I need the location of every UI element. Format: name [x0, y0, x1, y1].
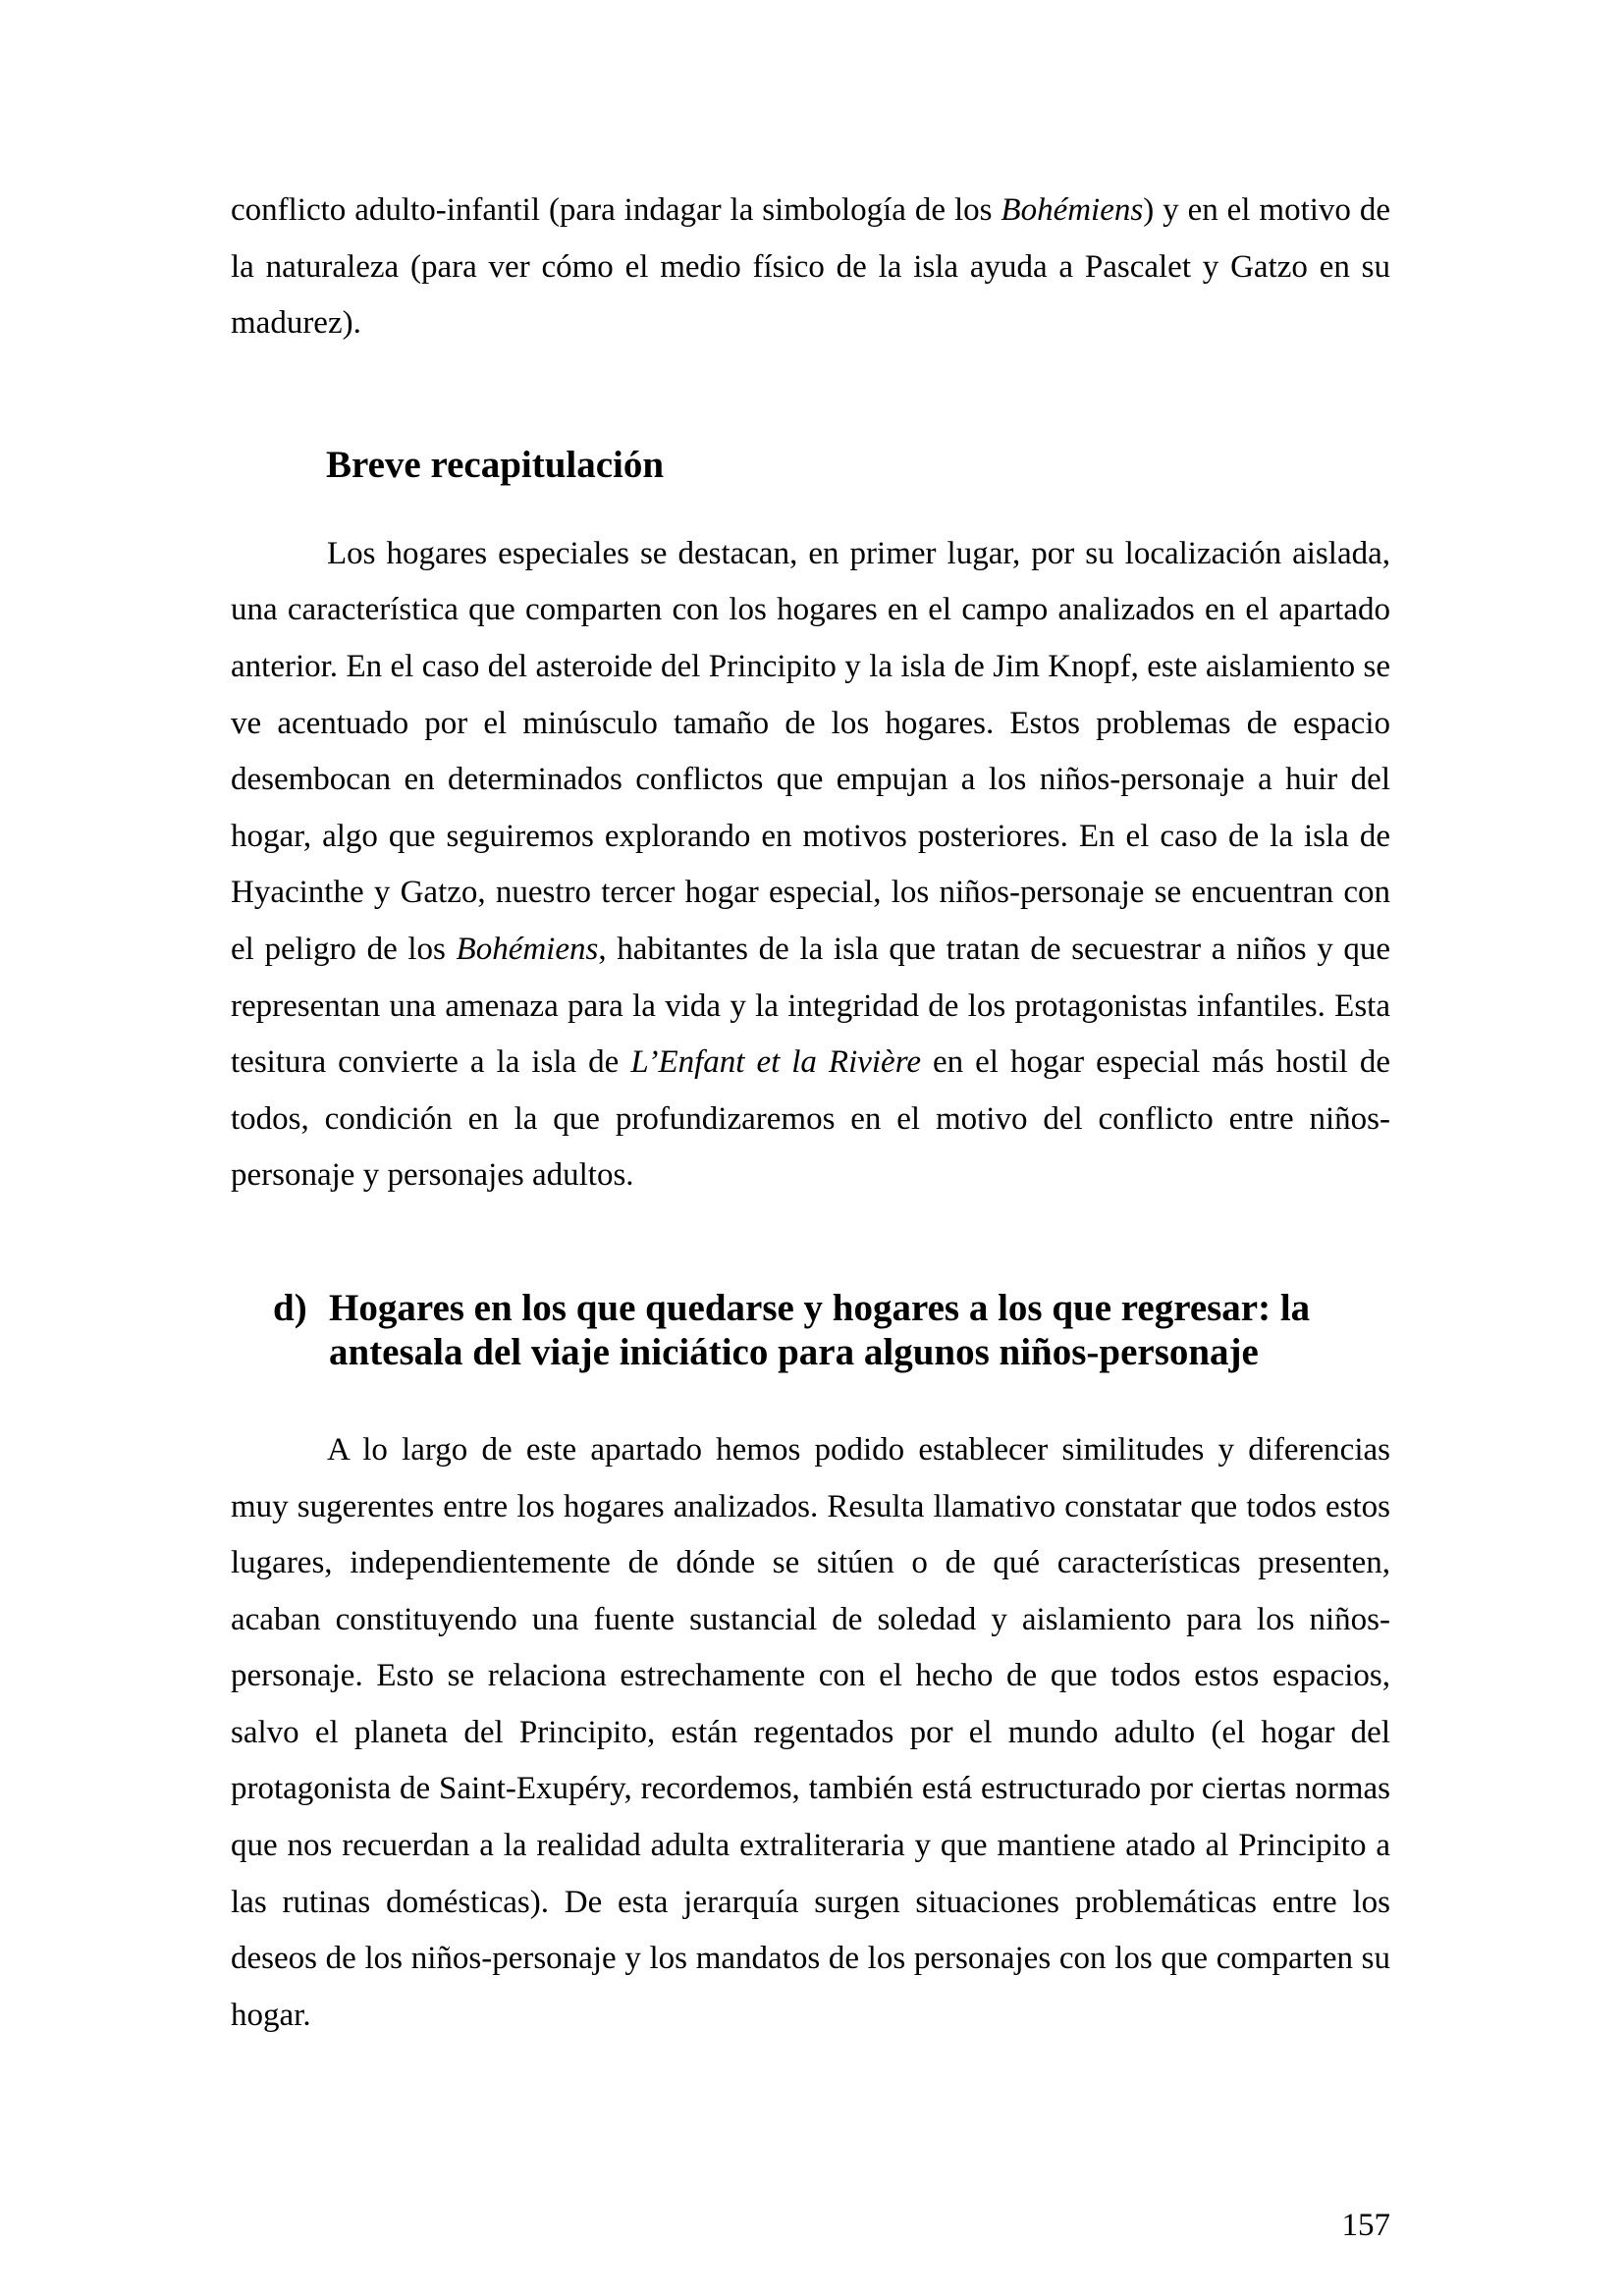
italic-text-run: Bohémiens: [1001, 192, 1144, 228]
heading-text: Hogares en los que quedarse y hogares a los que regresar: la antesala del viaje iniciático para algunos niños-personaje: [329, 1286, 1311, 1373]
section-heading-d-hogares: [273, 1286, 1390, 1374]
text-run: ) y en el motivo de la naturaleza (para ver cómo el medio físico de la isla ayuda a Pascalet y Gatzo en su madurez).: [231, 192, 1390, 342]
heading-letter-marker: d): [273, 1286, 307, 1329]
paragraph-recapitulacion: [231, 526, 1390, 1204]
paragraph-intro-continuation: [231, 183, 1390, 352]
italic-text-run: L’Enfant et la Rivière: [630, 1044, 921, 1081]
italic-text-run: Bohémiens: [456, 931, 599, 967]
text-run: en el hogar especial más hostil de todos, condición en la que profundizaremos en el motivo del conflicto entre niños-personaje y personajes adultos.: [231, 1044, 1390, 1194]
text-run: Los hogares especiales se destacan, en primer lugar, por su localización aislada, una característica que comparten con los hogares en el campo analizados en el apartado anterior. En el caso del asteroide del Principito y la isla de Jim Knopf, este aislamiento se ve acentuado por el minúsculo tamaño de los hogares. Estos problemas de espacio desembocan en determinados conflictos que empujan a los niños-personaje a huir del hogar, algo que seguiremos explorando en motivos posteriores. En el caso de la isla de Hyacinthe y Gatzo, nuestro tercer hogar especial, los niños-personaje se encuentran con el peligro de los: [231, 535, 1390, 967]
paragraph-apartado-d: [231, 1422, 1390, 2045]
section-heading-breve-recapitulacion: Breve recapitulación: [326, 443, 665, 486]
text-run: , habitantes de la isla que tratan de secuestrar a niños y que representan una amenaza para la vida y la integridad de los protagonistas infantiles. Esta tesitura convierte a la isla de: [231, 931, 1391, 1081]
text-run: conflicto adulto-infantil (para indagar la simbología de los: [231, 192, 1001, 228]
page-number: 157: [1341, 2208, 1390, 2244]
text-run: A lo largo de este apartado hemos podido establecer similitudes y diferencias muy sugerentes entre los hogares analizados. Resulta llamativo constatar que todos estos lugares, independientemente de dónde se sitúen o de qué características presenten, acaban constituyendo una fuente sustancial de soledad y aislamiento para los niños-personaje. Esto se relaciona estrechamente con el hecho de que todos estos espacios, salvo el planeta del Principito, están regentados por el mundo adulto (el hogar del protagonista de Saint-Exupéry, recordemos, también está estructurado por ciertas normas que nos recuerdan a la realidad adulta extraliteraria y que mantiene atado al Principito a las rutinas domésticas). De esta jerarquía surgen situaciones problemáticas entre los deseos de los niños-personaje y los mandatos de los personajes con los que comparten su hogar.: [231, 1431, 1390, 2033]
